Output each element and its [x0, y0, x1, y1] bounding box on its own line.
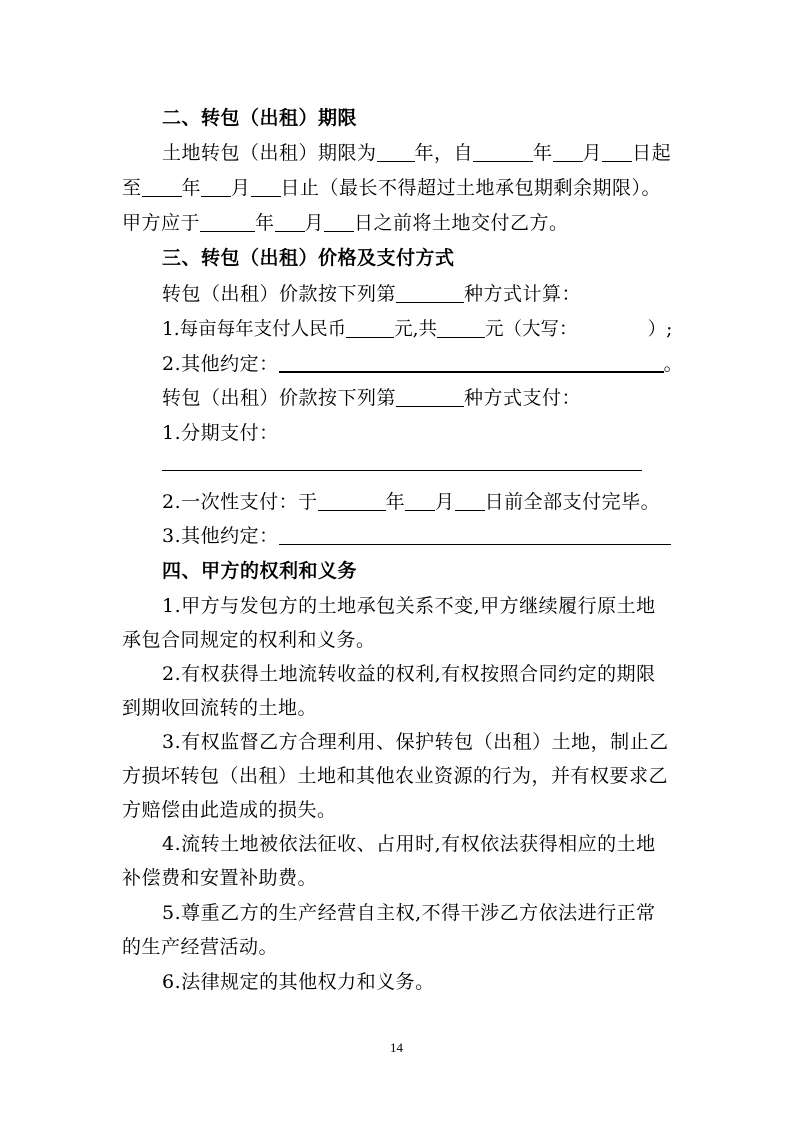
- pay-option-2: [162, 484, 682, 520]
- rights-item-4-line-1: [162, 826, 682, 862]
- text: 月: [304, 212, 325, 234]
- text: 2.有权获得土地流转收益的权利,有权按照合同约定的期限: [162, 663, 656, 685]
- rights-item-2-line-1: [162, 656, 682, 692]
- rights-item-4-line-2: [122, 860, 682, 896]
- text: 甲方应于: [122, 212, 201, 234]
- text: 日起: [632, 142, 672, 164]
- section-heading-price: [162, 240, 662, 276]
- pay-method-blank[interactable]: [396, 384, 464, 407]
- text: 日止（最长不得超过土地承包期剩余期限）。: [280, 177, 662, 199]
- delivery-month-blank[interactable]: [275, 209, 305, 232]
- text: 方赔偿由此造成的损失。: [122, 799, 337, 821]
- text: 3.有权监督乙方合理利用、保护转包（出租）土地，制止乙: [162, 731, 669, 753]
- rights-item-6: [162, 964, 682, 1000]
- text: 1.分期支付：: [162, 422, 279, 444]
- text: 4.流转土地被依法征收、占用时,有权依法获得相应的土地: [162, 833, 656, 855]
- pay-option-3: [162, 518, 682, 554]
- text: 年: [255, 212, 275, 234]
- start-day-blank[interactable]: [602, 139, 632, 162]
- rights-item-3-line-2: [122, 758, 682, 794]
- text: 元,共: [394, 319, 438, 340]
- text: 年，自: [414, 142, 474, 164]
- end-day-blank[interactable]: [251, 174, 281, 197]
- text: 3.其他约定：: [162, 525, 279, 547]
- text: 转包（出租）价款按下列第: [162, 387, 397, 409]
- term-line-1: [162, 135, 682, 171]
- rights-item-3-line-1: [162, 724, 682, 760]
- installment-blank-line[interactable]: [162, 470, 642, 471]
- year-count-blank[interactable]: [377, 139, 415, 162]
- text: 月: [231, 177, 251, 199]
- text: 土地转包（出租）期限为: [162, 142, 377, 164]
- pay-option-1: [162, 415, 682, 451]
- price-per-mu-blank[interactable]: [346, 315, 394, 338]
- text: 年: [385, 491, 406, 513]
- rights-item-1-line-2: [122, 622, 682, 658]
- text: 年: [181, 177, 202, 199]
- heading-text: 二、转包（出租）期限: [162, 107, 358, 129]
- calc-option-1: [162, 312, 682, 348]
- text: 转包（出租）价款按下列第: [162, 283, 397, 305]
- text: 1.每亩每年支付人民币: [162, 319, 347, 340]
- lump-month-blank[interactable]: [405, 488, 435, 511]
- text: 6.法律规定的其他权力和义务。: [162, 971, 435, 993]
- rights-item-5-line-1: [162, 895, 682, 931]
- text: 种方式计算：: [464, 283, 582, 305]
- text: 日前全部支付完毕。: [484, 491, 661, 513]
- total-price-blank[interactable]: [437, 315, 485, 338]
- delivery-day-blank[interactable]: [324, 209, 354, 232]
- lump-year-blank[interactable]: [318, 488, 386, 511]
- text: 月: [435, 491, 455, 513]
- pay-other-blank[interactable]: [279, 522, 671, 545]
- rights-item-5-line-2: [122, 929, 682, 965]
- section-heading-term: [162, 100, 662, 136]
- text: 方损坏转包（出租）土地和其他农业资源的行为，并有权要求乙: [122, 765, 669, 787]
- start-month-blank[interactable]: [553, 139, 583, 162]
- calc-method-line: [162, 276, 682, 312]
- text: 年: [533, 142, 553, 164]
- rights-item-3-line-3: [122, 792, 682, 828]
- page-number: 14: [390, 1040, 403, 1055]
- end-year-blank[interactable]: [142, 174, 182, 197]
- text: 至: [122, 177, 142, 199]
- delivery-year-blank[interactable]: [200, 209, 255, 232]
- rights-item-1-line-1: [162, 588, 682, 624]
- lump-day-blank[interactable]: [455, 488, 485, 511]
- text: 的生产经营活动。: [122, 936, 279, 958]
- text: 补偿费和安置补助费。: [122, 867, 318, 889]
- text: 种方式支付：: [464, 387, 582, 409]
- calc-method-blank[interactable]: [396, 280, 464, 303]
- start-year-blank[interactable]: [473, 139, 533, 162]
- heading-text: 三、转包（出租）价格及支付方式: [162, 247, 455, 269]
- term-line-3: [122, 205, 682, 241]
- text: 承包合同规定的权利和义务。: [122, 629, 376, 651]
- term-line-2: [122, 170, 682, 206]
- heading-text: 四、甲方的权利和义务: [162, 560, 358, 582]
- text: 2.其他约定：: [162, 353, 279, 375]
- text: 5.尊重乙方的生产经营自主权,不得干涉乙方依法进行正常: [162, 902, 656, 924]
- calc-other-blank[interactable]: [279, 349, 664, 373]
- text: 月: [582, 142, 603, 164]
- calc-option-2: [162, 346, 682, 382]
- text: 2.一次性支付：于: [162, 491, 318, 513]
- text: 1.甲方与发包方的土地承包关系不变,甲方继续履行原土地: [162, 595, 656, 617]
- text: 。: [663, 353, 684, 375]
- section-heading-rights: [162, 553, 662, 589]
- text: ）;: [647, 319, 673, 340]
- pay-method-line: [162, 380, 682, 416]
- end-month-blank[interactable]: [201, 174, 231, 197]
- rights-item-2-line-2: [122, 690, 682, 726]
- text: 元（大写：: [485, 319, 578, 340]
- text: 到期收回流转的土地。: [122, 697, 318, 719]
- text: 日之前将土地交付乙方。: [354, 212, 569, 234]
